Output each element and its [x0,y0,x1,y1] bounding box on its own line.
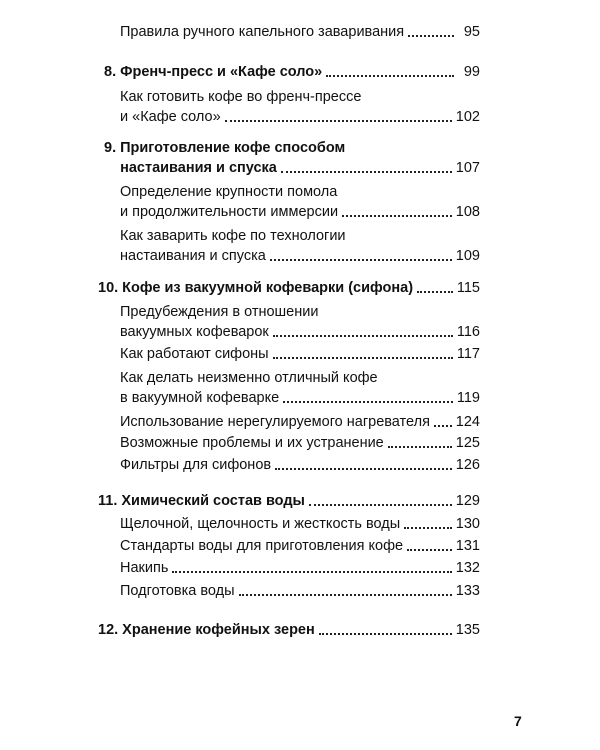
toc-page-number: 107 [455,160,480,176]
toc-page-number: 131 [455,538,480,554]
toc-entry[interactable] [120,22,480,42]
toc-chapter[interactable] [98,620,480,640]
toc-entry-title-cont: и «Кафе соло» [120,109,221,125]
toc-chapter[interactable] [98,491,480,511]
dot-leader [283,401,453,403]
toc-chapter[interactable] [104,138,480,178]
toc-entry-title: Предубеждения в отношении [120,304,319,320]
toc-chapter-title-cont: настаивания и спуска [120,160,277,176]
toc-entry-title: Фильтры для сифонов [120,457,272,473]
toc-entry-title: Возможные проблемы и их устранение [120,435,384,451]
toc-entry-title: Как работают сифоны [120,346,269,362]
toc-page-number: 99 [463,64,480,80]
toc-entry-title: Подготовка воды [120,583,235,599]
dot-leader [319,633,452,635]
dot-leader [225,120,452,122]
toc-chapter-title: Кофе из вакуумной кофеварки (сифона) [122,280,414,296]
toc-chapter[interactable] [98,278,480,298]
chapter-number: 9. [104,140,117,156]
toc-page-number: 126 [455,457,480,473]
dot-leader [309,504,452,506]
dot-leader [408,35,454,37]
toc-entry[interactable] [120,514,480,534]
toc-entry[interactable] [120,182,480,222]
toc-entry-title: Правила ручного капельного заваривания [120,24,405,40]
page-number: 7 [514,713,522,729]
chapter-number: 8. [104,64,117,80]
toc-page-number: 133 [455,583,480,599]
toc-page-number: 132 [455,560,480,576]
toc-page-number: 108 [455,204,480,220]
dot-leader [239,594,452,596]
dot-leader [388,446,452,448]
toc-chapter-title: Приготовление кофе способом [120,140,346,156]
toc-entry-title-cont: вакуумных кофеварок [120,324,269,340]
toc-chapter-title: Химический состав воды [121,493,305,509]
toc-chapter-title: Френч-пресс и «Кафе соло» [120,64,323,80]
toc-entry-title: Использование нерегулируемого нагревателя [120,414,430,430]
toc-entry-title: Как готовить кофе во френч-прессе [120,89,362,105]
toc-page-number: 119 [456,390,480,406]
toc-entry[interactable] [120,87,480,127]
toc-entry[interactable] [120,536,480,556]
toc-entry-title: Как делать неизменно отличный кофе [120,370,378,386]
toc-entry-title: Определение крупности помола [120,184,338,200]
toc-page-number: 116 [456,324,480,340]
toc-chapter-title: Хранение кофейных зерен [122,622,315,638]
toc-entry[interactable] [120,455,480,475]
chapter-number: 12. [98,622,119,638]
toc-entry-title: Накипь [120,560,169,576]
toc-page-number: 95 [463,24,480,40]
toc-page-number: 117 [456,346,480,362]
toc-entry-title: Как заварить кофе по технологии [120,228,346,244]
toc-entry[interactable] [120,302,480,342]
toc-page-number: 124 [455,414,480,430]
toc-entry[interactable] [120,368,480,408]
toc-entry[interactable] [120,226,480,266]
toc-entry[interactable] [120,433,480,453]
toc-entry-title: Стандарты воды для приготовления кофе [120,538,404,554]
dot-leader [342,215,452,217]
dot-leader [417,291,453,293]
toc-page-number: 115 [456,280,480,296]
dot-leader [273,357,453,359]
dot-leader [434,425,452,427]
toc-chapter[interactable] [104,62,480,82]
toc-page-number: 135 [455,622,480,638]
dot-leader [404,527,452,529]
chapter-number: 11. [98,493,118,509]
dot-leader [326,75,454,77]
toc-entry-title-cont: и продолжительности иммерсии [120,204,339,220]
dot-leader [407,549,452,551]
toc-page-number: 129 [455,493,480,509]
toc-entry-title: Щелочной, щелочность и жесткость воды [120,516,401,532]
dot-leader [275,468,452,470]
toc-entry-title-cont: настаивания и спуска [120,248,266,264]
toc-page-number: 130 [455,516,480,532]
toc-page-number: 102 [455,109,480,125]
toc-entry[interactable] [120,344,480,364]
toc-page-number: 125 [455,435,480,451]
chapter-number: 10. [98,280,119,296]
toc-entry-title-cont: в вакуумной кофеварке [120,390,280,406]
toc-entry[interactable] [120,412,480,432]
toc-page-number: 109 [455,248,480,264]
dot-leader [281,171,452,173]
toc-entry[interactable] [120,558,480,578]
dot-leader [172,571,451,573]
dot-leader [273,335,453,337]
dot-leader [270,259,452,261]
toc-entry[interactable] [120,581,480,601]
